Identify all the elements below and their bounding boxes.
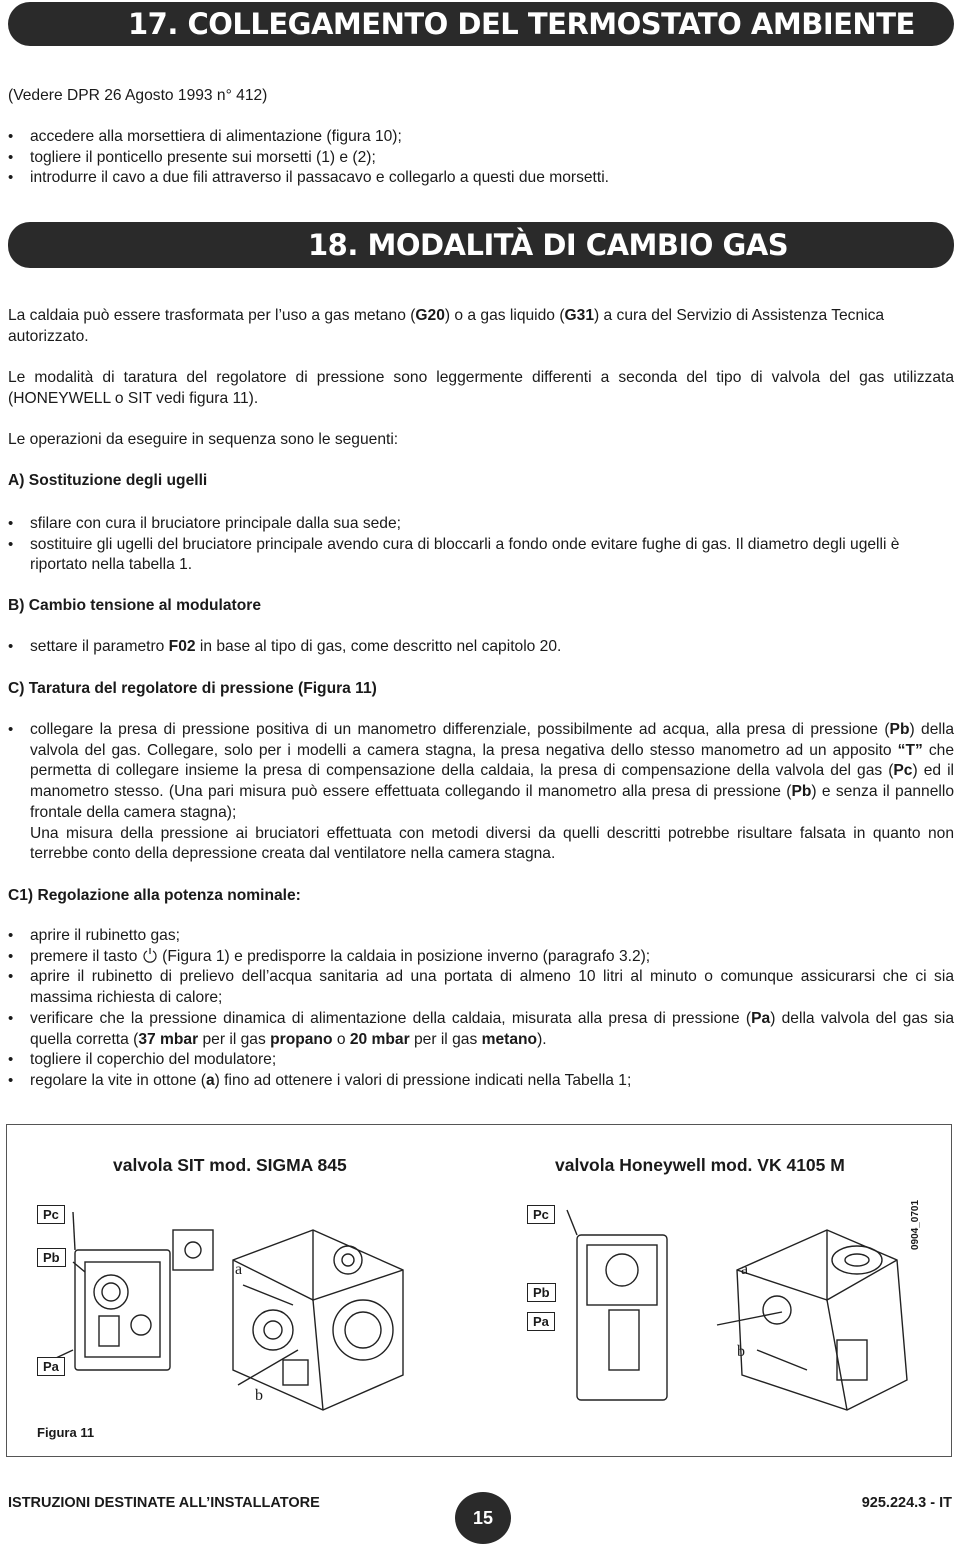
power-button-icon xyxy=(142,947,158,963)
heading-c1: C1) Regolazione alla potenza nominale: xyxy=(8,887,301,904)
list-item: • aprire il rubinetto di prelievo dell’acqua sanitaria ad una portata di almeno 10 litri al minuto o comunque assicurarsi che ci sia massima richiesta di calore; xyxy=(8,967,954,1008)
figure-code: 0904_0701 xyxy=(910,1199,921,1250)
heading-a: A) Sostituzione degli ugelli xyxy=(8,472,208,489)
list-item: • regolare la vite in ottone (a) fino ad ottenere i valori di pressione indicati nella Tabella 1; xyxy=(8,1071,954,1092)
section-17-list xyxy=(8,127,954,189)
list-item: • introdurre il cavo a due fili attraverso il passacavo e collegarlo a questi due morsetti. xyxy=(8,168,954,189)
paragraph-gas-types: La caldaia può essere trasformata per l’uso a gas metano (G20) o a gas liquido (G31) a cura del Servizio di Assistenza Tecnica autorizzato. xyxy=(8,307,885,345)
paragraph-regulation: Le modalità di taratura del regolatore di pressione sono leggermente differenti a seconda del tipo di valvola del gas utilizzata (HONEYWELL o SIT vedi figura 11). xyxy=(8,369,954,407)
sit-valve-drawing xyxy=(33,1200,453,1425)
section-17-title-bar xyxy=(8,2,954,46)
list-item: • verificare che la pressione dinamica di alimentazione della caldaia, misurata alla presa di pressione (Pa) della valvola del gas sia quella corretta (37 mbar per il gas propano o 20 mbar per il gas metano). xyxy=(8,1009,954,1050)
list-item: • togliere il ponticello presente sui morsetti (1) e (2); xyxy=(8,148,954,169)
honeywell-pb-label: Pb xyxy=(527,1283,556,1302)
heading-c: C) Taratura del regolatore di pressione (Figura 11) xyxy=(8,680,377,697)
list-item: • settare il parametro F02 in base al tipo di gas, come descritto nel capitolo 20. xyxy=(8,637,954,658)
honeywell-a-label: a xyxy=(741,1261,749,1278)
sit-valve-title: valvola SIT mod. SIGMA 845 xyxy=(113,1155,347,1175)
list-item: • sostituire gli ugelli del bruciatore principale avendo cura di bloccarli a fondo onde evitare fughe di gas. Il diametro degli ugelli è riportato nella tabella 1. xyxy=(8,535,954,576)
sit-a-label: a xyxy=(235,1261,243,1278)
dpr-reference: (Vedere DPR 26 Agosto 1993 n° 412) xyxy=(8,87,268,104)
sit-pc-label: Pc xyxy=(37,1205,65,1224)
figure-caption: Figura 11 xyxy=(37,1425,95,1440)
footer-left: ISTRUZIONI DESTINATE ALL’INSTALLATORE xyxy=(8,1495,320,1511)
honeywell-pc-label: Pc xyxy=(527,1205,555,1224)
list-c1 xyxy=(8,926,954,1092)
paragraph-operations: Le operazioni da eseguire in sequenza sono le seguenti: xyxy=(8,431,399,448)
sit-pa-label: Pa xyxy=(37,1357,65,1376)
section-17-title: 17. COLLEGAMENTO DEL TERMOSTATO AMBIENTE xyxy=(128,7,915,41)
list-item: • collegare la presa di pressione positiva di un manometro differenziale, possibilmente ad acqua, alla presa di pressione (Pb) della valvola del gas. Collegare, solo per i modelli a camera stagna, la presa negativa dello stesso manometro ad un apposito “T” che permetta di collegare insieme la presa di compensazione della caldaia, la presa di compensazione della valvola del gas (Pc) ed il manometro stesso. (Una pari misura può essere effettuata collegando il manometro alla presa di pressione (Pb) e senza il pannello frontale della camera stagna); Una misura della pressione ai bruciatori effettuata con metodi diversi da quelli descritti potrebbe risultare falsata in quanto non terrebbe conto della depressione creata dal ventilatore nella camera stagna. xyxy=(8,720,954,865)
honeywell-valve-title: valvola Honeywell mod. VK 4105 M xyxy=(555,1155,845,1175)
list-item: • aprire il rubinetto gas; xyxy=(8,926,954,947)
list-c xyxy=(8,720,954,865)
list-item: • sfilare con cura il bruciatore principale dalla sua sede; xyxy=(8,514,954,535)
heading-b: B) Cambio tensione al modulatore xyxy=(8,597,261,614)
list-item: • togliere il coperchio del modulatore; xyxy=(8,1050,954,1071)
figure-11 xyxy=(6,1124,952,1457)
section-18-title-bar xyxy=(8,222,954,268)
list-b xyxy=(8,637,954,658)
list-item: • premere il tasto (Figura 1) e predisporre la caldaia in posizione inverno (paragrafo 3.2); xyxy=(8,947,954,968)
footer-right: 925.224.3 - IT xyxy=(861,1495,952,1511)
honeywell-b-label: b xyxy=(737,1343,745,1360)
section-18-title: 18. MODALITÀ DI CAMBIO GAS xyxy=(308,228,789,262)
sit-b-label: b xyxy=(255,1387,263,1404)
page-number: 15 xyxy=(455,1492,511,1544)
sit-pb-label: Pb xyxy=(37,1248,66,1267)
list-a xyxy=(8,514,954,576)
honeywell-pa-label: Pa xyxy=(527,1312,555,1331)
honeywell-valve-drawing xyxy=(527,1200,937,1425)
list-item: • accedere alla morsettiera di alimentazione (figura 10); xyxy=(8,127,954,148)
